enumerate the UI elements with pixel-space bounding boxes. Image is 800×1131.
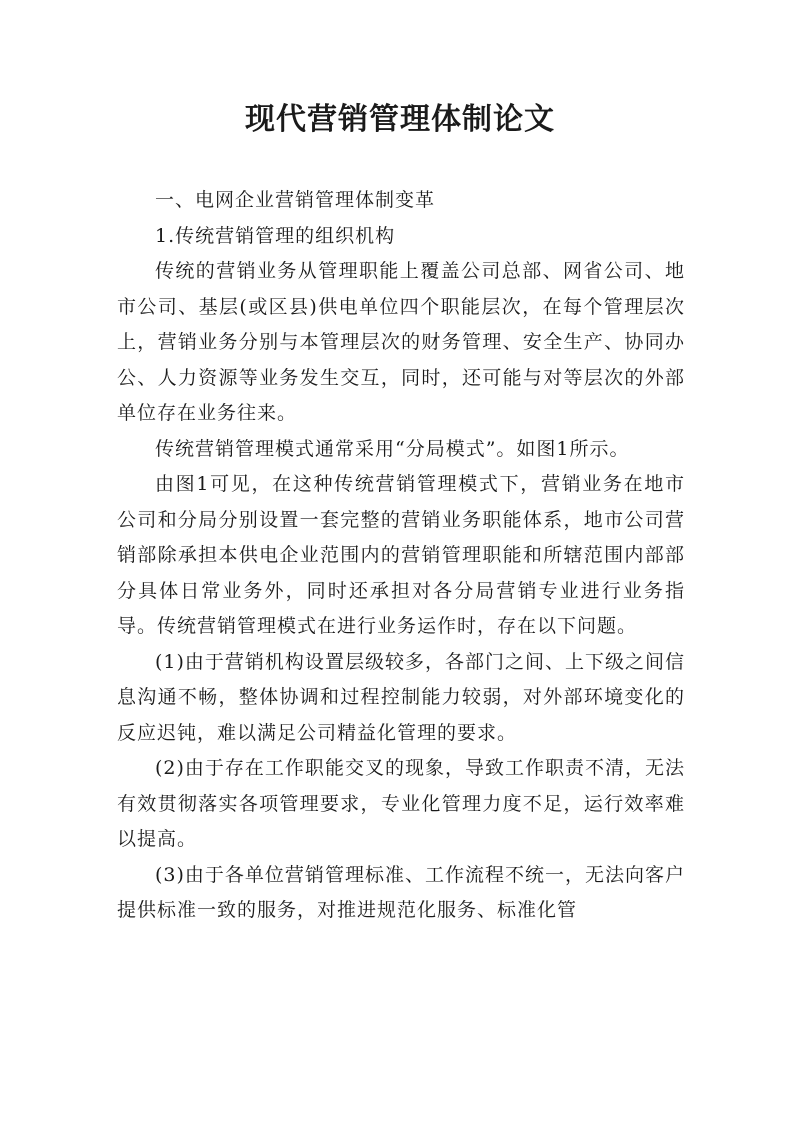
paragraph: 传统营销管理模式通常采用“分局模式”。如图1所示。 xyxy=(155,437,630,460)
subsection-heading: 1.传统营销管理的组织机构 xyxy=(155,224,396,247)
paragraph: (1)由于营销机构设置层级较多，各部门之间、上下级之间信息沟通不畅，整体协调和过程控制能力较弱，对外部环境变化的反应迟钝，难以满足公司精益化管理的要求。 xyxy=(117,650,685,744)
section-heading: 一、电网企业营销管理体制变革 xyxy=(155,189,436,211)
document-title: 现代营销管理体制论文 xyxy=(245,102,555,137)
paragraph: 传统的营销业务从管理职能上覆盖公司总部、网省公司、地市公司、基层(或区县)供电单位四个职能层次，在每个管理层次上，营销业务分别与本管理层次的财务管理、安全生产、协同办公、人力资源等业务发生交互，同时，还可能与对等层次的外部单位存在业务往来。 xyxy=(117,260,685,424)
paragraph: 由图1可见，在这种传统营销管理模式下，营销业务在地市公司和分局分别设置一套完整的营销业务职能体系，地市公司营销部除承担本供电企业范围内的营销管理职能和所辖范围内部部分具体日常业务外，同时还承担对各分局营销专业进行业务指导。传统营销管理模式在进行业务运作时，存在以下问题。 xyxy=(117,473,685,637)
paragraph: (3)由于各单位营销管理标准、工作流程不统一，无法向客户提供标准一致的服务，对推进规范化服务、标准化管 xyxy=(117,863,685,921)
document-body xyxy=(117,183,685,929)
paragraph: (2)由于存在工作职能交叉的现象，导致工作职责不清，无法有效贯彻落实各项管理要求，专业化管理力度不足，运行效率难以提高。 xyxy=(117,757,685,850)
